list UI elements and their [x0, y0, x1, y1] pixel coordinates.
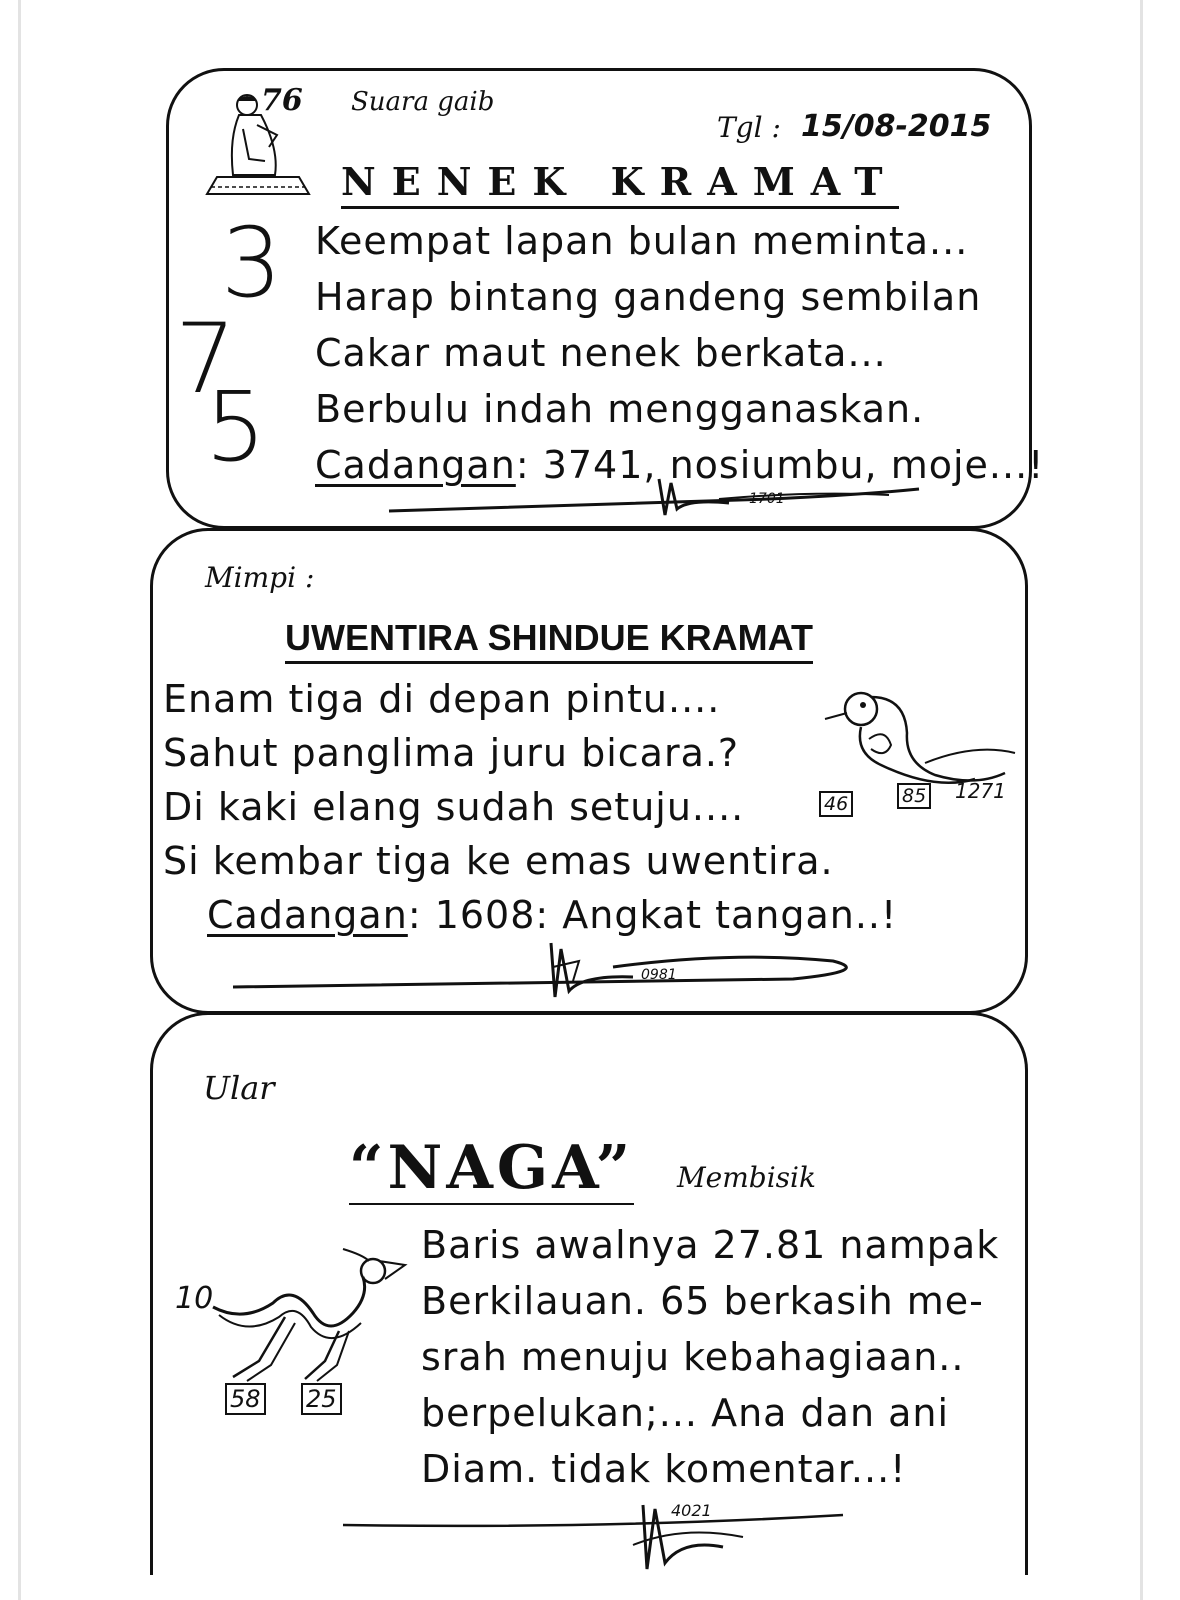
- verse-line-5: Diam. tidak komentar...!: [421, 1447, 907, 1491]
- verse-line-1: Keempat lapan bulan meminta...: [315, 219, 969, 263]
- big-number-3: 3: [221, 207, 283, 319]
- panel-title: NENEK KRAMAT: [341, 159, 899, 209]
- verse-line-3: Di kaki elang sudah setuju....: [163, 785, 745, 829]
- cadangan-text: : Angkat tangan..!: [535, 893, 898, 937]
- panel-title: UWENTIRA SHINDUE KRAMAT: [285, 617, 813, 664]
- section-label: Suara gaib: [351, 87, 495, 117]
- signature-2: [233, 931, 873, 1001]
- verse-line-3: Cakar maut nenek berkata...: [315, 331, 887, 375]
- section-label: Mimpi :: [205, 561, 315, 594]
- cadangan-value: : 3741: [515, 443, 644, 487]
- section-label: Ular: [203, 1069, 275, 1107]
- verse-line-2: Harap bintang gandeng sembilan: [315, 275, 982, 319]
- panel-naga: [150, 1012, 1028, 1575]
- big-number-7: 7: [175, 303, 237, 415]
- dragon-number: 10: [175, 1281, 214, 1316]
- page-edge-left: [18, 0, 21, 1600]
- cadangan-value: : 1608: [407, 893, 536, 937]
- bird-number-box: 85: [897, 783, 931, 809]
- verse-line-4: berpelukan;... Ana dan ani: [421, 1391, 950, 1435]
- panel-number: 76: [261, 83, 303, 118]
- page-edge-right: [1140, 0, 1143, 1600]
- cadangan-label: Cadangan: [315, 443, 516, 487]
- big-number-5: 5: [205, 371, 267, 483]
- verse-line-4: Berbulu indah mengganaskan.: [315, 387, 925, 431]
- signature-code: 0981: [641, 967, 677, 983]
- signature-code: 1701: [749, 491, 785, 507]
- dragon-number-box: 58: [225, 1383, 266, 1415]
- verse-line-4: Si kembar tiga ke emas uwentira.: [163, 839, 834, 883]
- panel-subtitle: Membisik: [677, 1161, 816, 1194]
- panel-nenek-kramat: [166, 68, 1045, 529]
- date-value: 15/08-2015: [801, 109, 992, 144]
- verse-line-1: Enam tiga di depan pintu....: [163, 677, 721, 721]
- date-label: Tgl :: [717, 111, 781, 144]
- verse-line-1: Baris awalnya 27.81 nampak: [421, 1223, 1000, 1267]
- signature-3: [343, 1485, 863, 1575]
- dragon-icon: [213, 1243, 413, 1403]
- signature-code: 4021: [671, 1501, 712, 1520]
- bird-number-box: 46: [819, 791, 853, 817]
- verse-line-2: Berkilauan. 65 berkasih me-: [421, 1279, 984, 1323]
- bird-number: 1271: [955, 779, 1006, 803]
- panel-title: “NAGA”: [349, 1133, 635, 1203]
- verse-line-3: srah menuju kebahagiaan..: [421, 1335, 965, 1379]
- verse-line-2: Sahut panglima juru bicara.?: [163, 731, 740, 775]
- cadangan-text: , nosiumbu, moje...!: [643, 443, 1045, 487]
- dragon-number-box: 25: [301, 1383, 342, 1415]
- signature-1: [389, 469, 949, 519]
- cadangan-label: Cadangan: [207, 893, 408, 937]
- panel-uwentira: [150, 528, 1028, 1014]
